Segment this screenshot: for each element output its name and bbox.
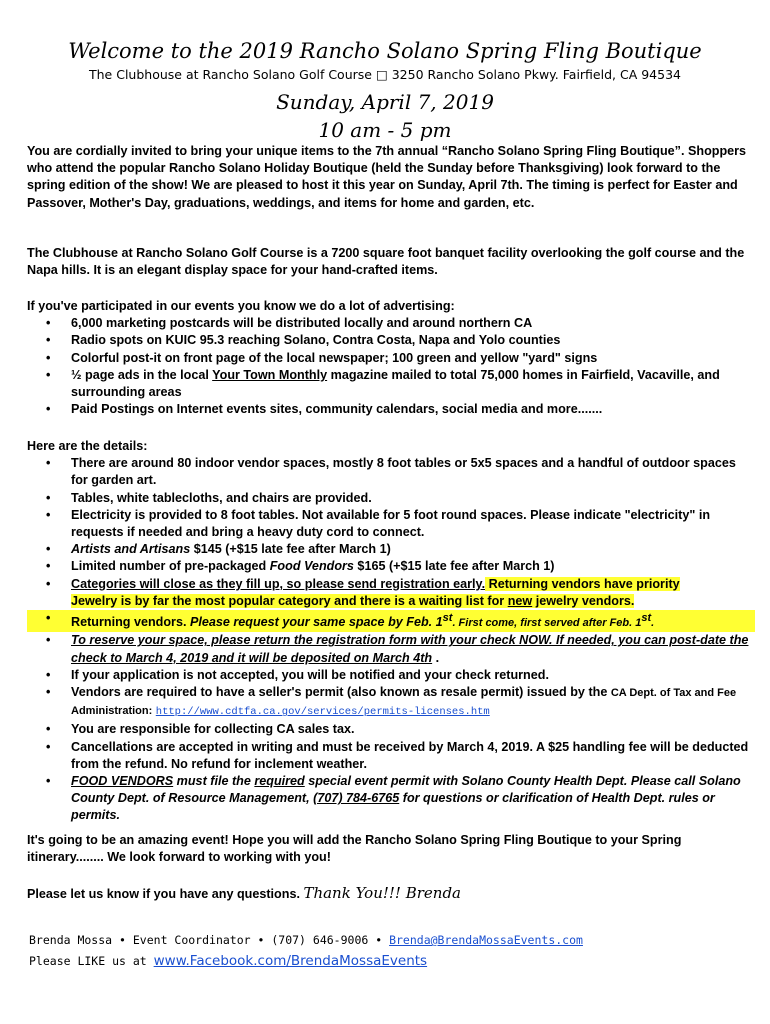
bullet-icon: •: [46, 367, 51, 382]
advertising-list: [27, 315, 755, 418]
contact-line: Brenda Mossa • Event Coordinator • (707) 646-9006 • Brenda@BrendaMossaEvents.com: [29, 933, 583, 947]
permits-link[interactable]: http://www.cdtfa.ca.gov/services/permits-licenses.htm: [155, 706, 490, 719]
highlighted-text: Returning vendors have priority: [485, 576, 680, 591]
questions-line: Please let us know if you have any questions. Thank You!!! Brenda: [27, 884, 461, 902]
bullet-icon: •: [46, 542, 51, 557]
bullet-icon: •: [46, 722, 51, 737]
page-title: Welcome to the 2019 Rancho Solano Spring Fling Boutique: [68, 39, 702, 63]
bullet-icon: •: [46, 774, 51, 789]
details-heading: Here are the details:: [27, 439, 148, 453]
bullet-icon: •: [46, 507, 51, 522]
list-item: • ½ page ads in the local Your Town Monthly magazine mailed to total 75,000 homes in Fairfield, Vacaville, and surrounding areas: [46, 367, 720, 400]
bullet-icon: •: [46, 685, 51, 700]
email-link[interactable]: Brenda@BrendaMossaEvents.com: [389, 933, 583, 947]
phone-number: (707) 784-6765: [313, 791, 400, 806]
highlighted-text: Jewelry is by far the most popular category and there is a waiting list for new jewelry vendors.: [71, 593, 635, 608]
list-item: • Tables, white tablecloths, and chairs are provided.: [27, 490, 755, 507]
list-item: • Artists and Artisans $145 (+$15 late fee after March 1): [27, 541, 755, 558]
list-item: • Paid Postings on Internet events sites, community calendars, social media and more.......: [27, 401, 755, 418]
list-item: • You are responsible for collecting CA sales tax.: [27, 721, 755, 738]
venue-paragraph: The Clubhouse at Rancho Solano Golf Course is a 7200 square foot banquet facility overlooking the golf course and the Napa hills. It is an elegant display space for your hand-crafted items.: [27, 246, 745, 278]
facebook-line: Please LIKE us at www.Facebook.com/BrendaMossaEvents: [29, 953, 428, 969]
list-item: • Categories will close as they fill up, so please send registration early. Returning vendors have priority Jewelry is by far the most popular category and there is a waiting list for new jewelry vendors.: [46, 576, 680, 608]
bullet-icon: •: [46, 456, 51, 471]
list-item: • Vendors are required to have a seller's permit (also known as resale permit) issued by the CA Dept. of Tax and Fee Administration: http://www.cdtfa.ca.gov/services/permits-licenses.htm: [46, 685, 737, 719]
magazine-name: Your Town Monthly: [212, 367, 328, 382]
signature: Thank You!!! Brenda: [303, 884, 461, 902]
list-item: • Limited number of pre-packaged Food Vendors $165 (+$15 late fee after March 1): [27, 558, 755, 575]
details-section: [27, 438, 755, 825]
event-time: 10 am - 5 pm: [318, 118, 452, 142]
coordinator-role: Event Coordinator: [132, 933, 251, 947]
bullet-icon: •: [46, 611, 51, 626]
list-item: • To reserve your space, please return the registration form with your check NOW. If needed, you can post-date the check to March 4, 2019 and it will be deposited on March 4th .: [46, 633, 749, 665]
list-item: • Returning vendors. Please request your same space by Feb. 1st. First come, first served after Feb. 1st.: [27, 610, 755, 632]
list-item: • Electricity is provided to 8 foot tables. Not available for 5 foot round spaces. Please indicate "electricity" in requests if needed and bring a heavy duty cord to connect.: [46, 507, 711, 540]
bullet-icon: •: [46, 559, 51, 574]
advertising-heading: If you've participated in our events you know we do a lot of advertising:: [27, 299, 455, 313]
bullet-icon: •: [46, 333, 51, 348]
list-item: • Radio spots on KUIC 95.3 reaching Solano, Contra Costa, Napa and Yolo counties: [27, 332, 755, 349]
list-item: • 6,000 marketing postcards will be distributed locally and around northern CA: [27, 315, 755, 332]
coordinator-name: Brenda Mossa: [29, 933, 113, 947]
bullet-icon: •: [46, 402, 51, 417]
list-item: • Cancellations are accepted in writing and must be received by March 4, 2019. A $25 handling fee will be deducted from the refund. No refund for inclement weather.: [46, 739, 749, 771]
bullet-icon: •: [46, 667, 51, 682]
list-item: • If your application is not accepted, you will be notified and your check returned.: [27, 667, 755, 684]
bullet-icon: •: [46, 490, 51, 505]
event-date: Sunday, April 7, 2019: [276, 90, 494, 114]
details-list: [27, 455, 755, 824]
facebook-link[interactable]: www.Facebook.com/BrendaMossaEvents: [153, 953, 428, 969]
closing-paragraph: It's going to be an amazing event! Hope you will add the Rancho Solano Spring Fling Boutique to your Spring itinerary........ We look forward to working with you!: [27, 833, 682, 865]
bullet-icon: •: [46, 576, 51, 591]
list-item: • FOOD VENDORS must file the required special event permit with Solano County Health Dept. Please call Solano County Dept. of Resource Management, (707) 784-6765 for questions or clarification of Health Dept. rules or permits.: [46, 774, 741, 823]
bullet-icon: •: [46, 739, 51, 754]
intro-paragraph: You are cordially invited to bring your unique items to the 7th annual “Rancho Solano Spring Fling Boutique”. Shoppers who attend the popular Rancho Solano Holiday Boutique (held the Sunday before Thanksgiving) look forward to the spring edition of the show! We are pleased to host it this year on Sunday, April 7th. The timing is perfect for Easter and Passover, Mother's Day, graduations, weddings, and items for home and garden, etc.: [27, 144, 747, 210]
list-item: • There are around 80 indoor vendor spaces, mostly 8 foot tables or 5x5 spaces and a handful of outdoor spaces for garden art.: [46, 456, 736, 488]
bullet-icon: •: [46, 316, 51, 331]
bullet-icon: •: [46, 633, 51, 648]
event-address: The Clubhouse at Rancho Solano Golf Course □ 3250 Rancho Solano Pkwy. Fairfield, CA 94534: [89, 67, 681, 82]
list-item: • Colorful post-it on front page of the local newspaper; 100 green and yellow "yard" signs: [27, 350, 755, 367]
coordinator-phone: (707) 646-9006: [271, 933, 369, 947]
bullet-icon: •: [46, 350, 51, 365]
advertising-section: [27, 298, 755, 418]
